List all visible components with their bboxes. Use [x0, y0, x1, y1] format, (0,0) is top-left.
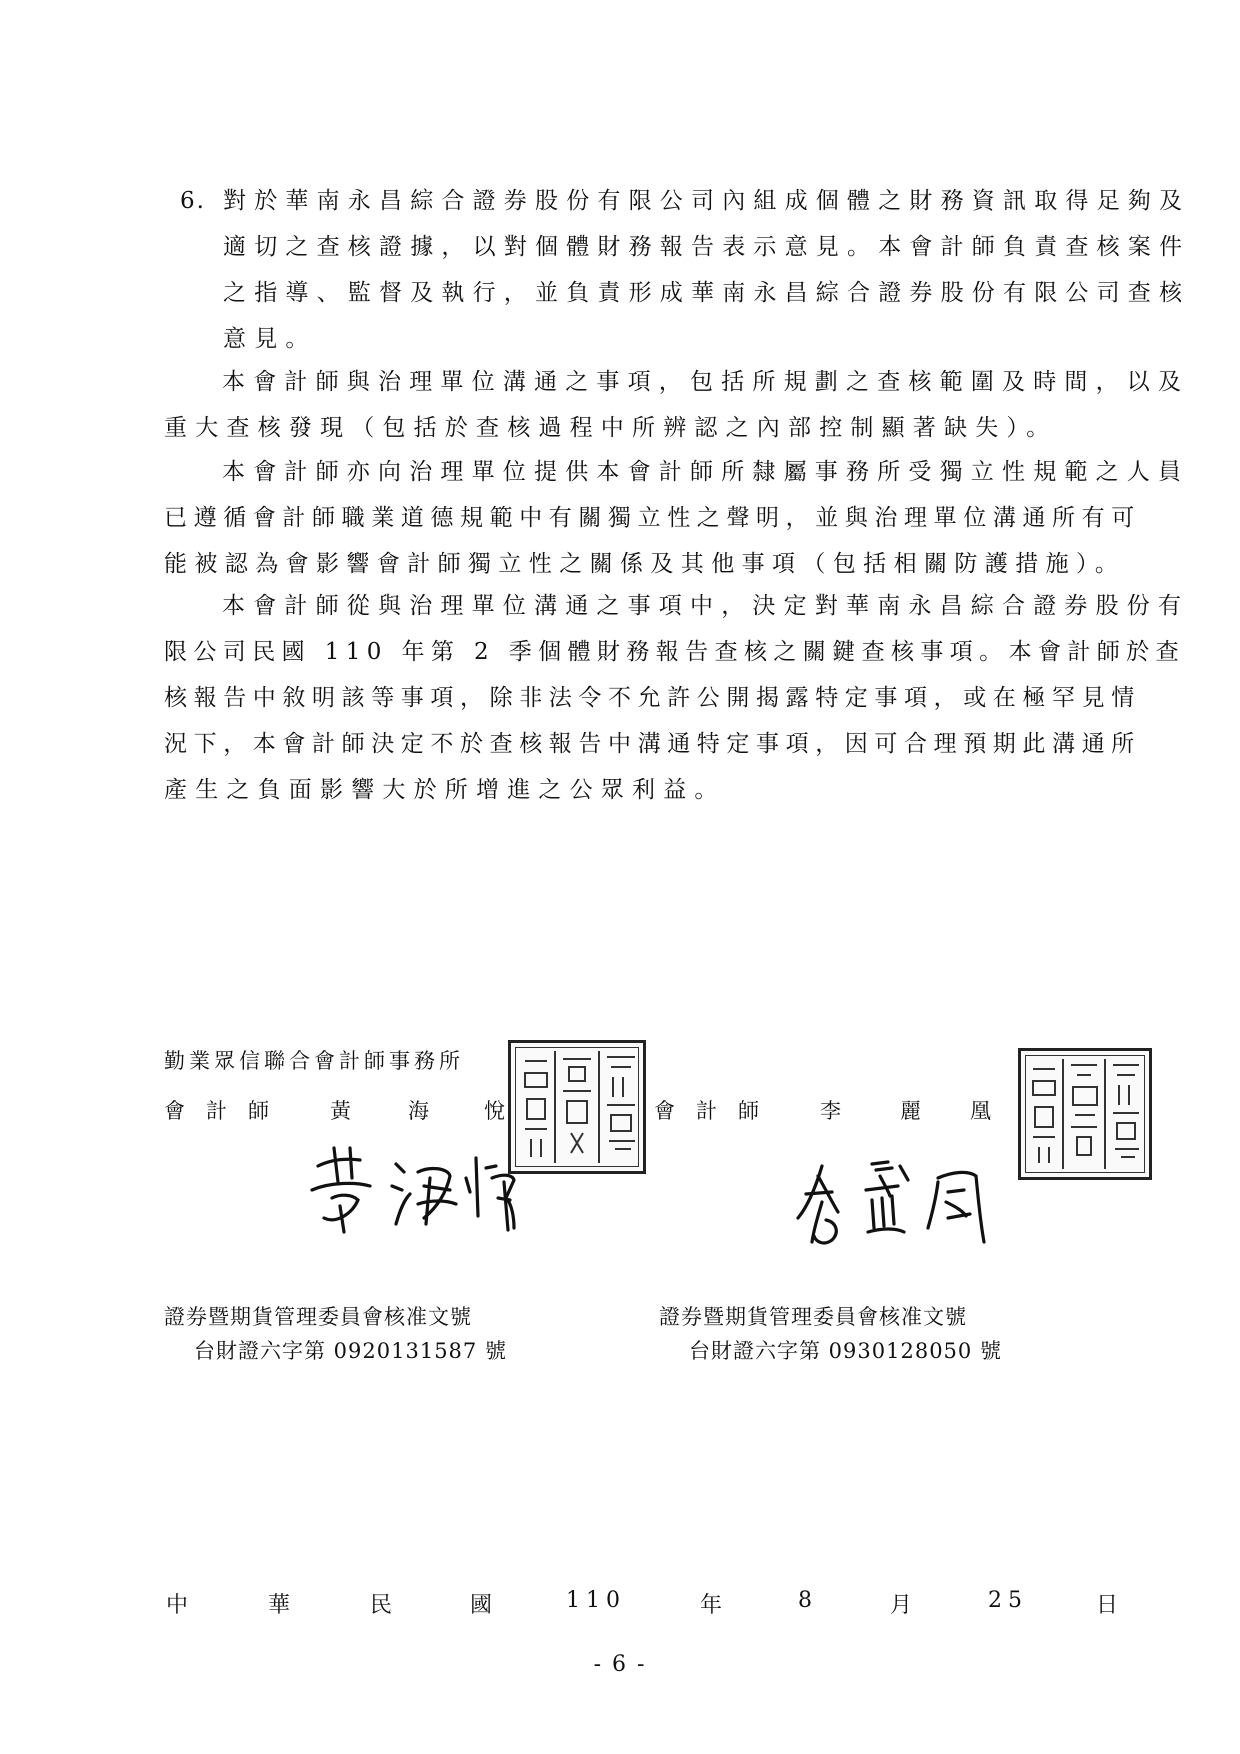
paragraph-line: 況下，本會計師決定不於查核報告中溝通特定事項，因可合理預期此溝通所 — [164, 731, 1141, 757]
approval-title: 證券暨期貨管理委員會核准文號 — [164, 1305, 472, 1329]
seal-pattern — [1021, 1051, 1149, 1177]
item6-line: 適切之查核證據，以對個體財務報告表示意見。本會計師負責查核案件 — [223, 234, 1191, 260]
paragraph-line: 重大查核發現（包括於查核過程中所辨認之內部控制顯著缺失）。 — [164, 415, 1058, 441]
paragraph-line: 本會計師從與治理單位溝通之事項中，決定對華南永昌綜合證券股份有 — [222, 593, 1190, 619]
right-accountant — [654, 1095, 994, 1125]
report-date — [0, 1588, 1240, 1628]
item6-line: 對於華南永昌綜合證券股份有限公司內組成個體之財務資訊取得足夠及 — [223, 188, 1191, 214]
name-char: 悅 — [484, 1099, 505, 1123]
item6-line: 意見。 — [223, 326, 317, 352]
name-char: 李 — [820, 1099, 841, 1123]
title-char: 計 — [696, 1099, 717, 1123]
paragraph-line: 能被認為會影響會計師獨立性之關係及其他事項（包括相關防護措施）。 — [164, 551, 1126, 577]
item-number: 6. — [180, 188, 206, 214]
paragraph-communication — [164, 359, 1189, 451]
name-char: 麗 — [900, 1099, 921, 1123]
title-char: 師 — [248, 1099, 269, 1123]
signature-left — [300, 1138, 540, 1238]
date-part: 日 — [1096, 1593, 1119, 1618]
title-char: 會 — [164, 1099, 185, 1123]
date-part: 中 — [166, 1593, 189, 1618]
approval-left — [164, 1300, 507, 1368]
page-number: - 6 - — [593, 1652, 647, 1677]
date-part: 月 — [890, 1593, 913, 1618]
approval-title: 證券暨期貨管理委員會核准文號 — [659, 1305, 967, 1329]
firm-name: 勤業眾信聯合會計師事務所 — [164, 1049, 464, 1073]
signature-right — [792, 1146, 1022, 1251]
paragraph-key-audit-matters — [164, 583, 1189, 813]
paragraph-line: 產生之負面影響大於所增進之公眾利益。 — [164, 777, 726, 803]
item6-line: 之指導、監督及執行，並負責形成華南永昌綜合證券股份有限公司查核 — [223, 280, 1191, 306]
date-month: 8 — [798, 1588, 812, 1613]
name-char: 黃 — [330, 1099, 351, 1123]
approval-right — [659, 1300, 1002, 1368]
name-char: 凰 — [970, 1099, 991, 1123]
title-char: 會 — [654, 1099, 675, 1123]
paragraph-independence — [164, 449, 1189, 587]
paragraph-line: 已遵循會計師職業道德規範中有關獨立性之聲明，並與治理單位溝通所有可 — [164, 505, 1141, 531]
title-char: 師 — [738, 1099, 759, 1123]
date-part: 民 — [370, 1593, 393, 1618]
date-part: 國 — [470, 1593, 493, 1618]
title-char: 計 — [206, 1099, 227, 1123]
paragraph-line: 限公司民國 110 年第 2 季個體財務報告查核之關鍵查核事項。本會計師於查 — [164, 639, 1185, 665]
left-accountant — [164, 1095, 504, 1125]
date-part: 華 — [268, 1593, 291, 1618]
accountant-seal-right — [1018, 1048, 1152, 1180]
name-char: 海 — [408, 1099, 429, 1123]
date-day: 25 — [988, 1588, 1028, 1613]
approval-number: 台財證六字第 0930128050 號 — [689, 1339, 1002, 1363]
date-year: 110 — [566, 1588, 626, 1613]
paragraph-line: 本會計師亦向治理單位提供本會計師所隸屬事務所受獨立性規範之人員 — [222, 459, 1190, 485]
paragraph-line: 本會計師與治理單位溝通之事項，包括所規劃之查核範圍及時間，以及 — [222, 369, 1190, 395]
date-part: 年 — [700, 1593, 723, 1618]
approval-number: 台財證六字第 0920131587 號 — [194, 1339, 507, 1363]
paragraph-line: 核報告中敘明該等事項，除非法令不允許公開揭露特定事項，或在極罕見情 — [164, 685, 1141, 711]
